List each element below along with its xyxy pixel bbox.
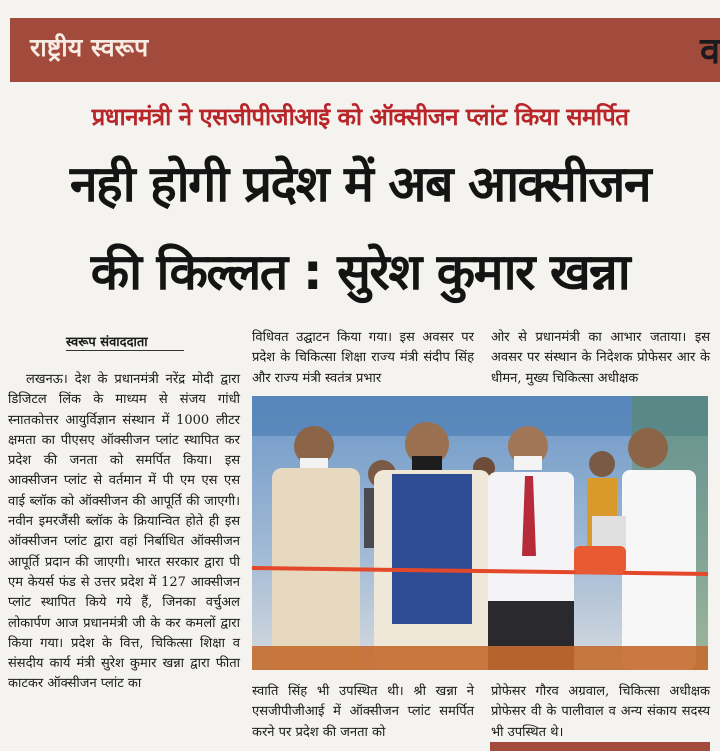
news-photo: [252, 396, 708, 670]
ribbon-cutting-photo: [252, 396, 708, 670]
column-3-bottom-text: प्रोफेसर गौरव अग्रवाल, चिकित्सा अधीक्षक प्रोफेसर वी के पालीवाल व अन्य संकाय सदस्य भी उपस्थित थे।: [491, 684, 710, 740]
footer-rule: [490, 742, 710, 751]
byline: स्वरूप संवाददाता: [66, 335, 148, 350]
byline-rule: [66, 350, 184, 351]
article-column-2-bottom: [252, 682, 474, 743]
section-title: राष्ट्रीय स्वरूप: [30, 33, 149, 62]
column-2-top-text: विधिवत उद्घाटन किया गया। इस अवसर पर प्रदेश के चिकित्सा शिक्षा राज्य मंत्री संदीप सिंह और राज्य मंत्री स्वतंत्र प्रभार: [252, 330, 474, 386]
article-column-3-top: [491, 328, 710, 389]
article-column-2-top: [252, 328, 474, 389]
column-2-bottom-text: स्वाति सिंह भी उपस्थित थी। श्री खन्ना ने एसजीपीजीआई में ऑक्सीजन प्लांट समर्पित करने पर प्रदेश की जनता को: [252, 684, 474, 740]
headline-line-2: की किल्लत : सुरेश कुमार खन्ना: [90, 243, 630, 301]
headline-line-1: नही होगी प्रदेश में अब आक्सीजन: [69, 155, 651, 213]
article-column-3-bottom: [491, 682, 710, 743]
masthead-edge-letter: व: [700, 30, 720, 72]
column-3-top-text: ओर से प्रधानमंत्री का आभार जताया। इस अवसर पर संस्थान के निदेशक प्रोफेसर आर के धीमन, मुख्य चिकित्सा अधीक्षक: [491, 330, 710, 386]
article-column-1: [8, 370, 240, 695]
article-kicker: प्रधानमंत्री ने एसजीपीजीआई को ऑक्सीजन प्लांट किया समर्पित: [91, 103, 629, 131]
column-1-text: लखनऊ। देश के प्रधानमंत्री नरेंद्र मोदी द्वारा डिजिटल लिंक के माध्यम से संजय गांधी स्नातकोत्तर आयुर्विज्ञान संस्थान में 1000 लीटर क्षमता का पीएसए ऑक्सीजन प्लांट स्थापित कर प्रदेश की जनता को समर्पित किया। इस आक्सीजन प्लांट से वर्तमान में पी एम एस एस वाई ब्लॉक को ऑक्सीजन की आपूर्ति की जाएगी। नवीन इमरजैंसी ब्लॉक के क्रियान्वित होते ही इस ऑक्सीजन प्लांट द्वारा वहां निर्बाधित ऑक्सीजन आपूर्ति प्रदान की जाएगी। भारत सरकार द्वारा पी एम केयर्स फंड से उत्तर प्रदेश में 127 आक्सीजन प्लांट स्थापित किये गये हैं, जिनका वर्चुअल लोकार्पण आज प्रधानमंत्री जी के कर कमलों द्वारा किया गया। प्रदेश के वित्त, चिकित्सा शिक्षा व संसदीय कार्य मंत्री सुरेश कुमार खन्ना द्वारा फीता काटकर ऑक्सीजन प्लांट का: [8, 372, 240, 692]
